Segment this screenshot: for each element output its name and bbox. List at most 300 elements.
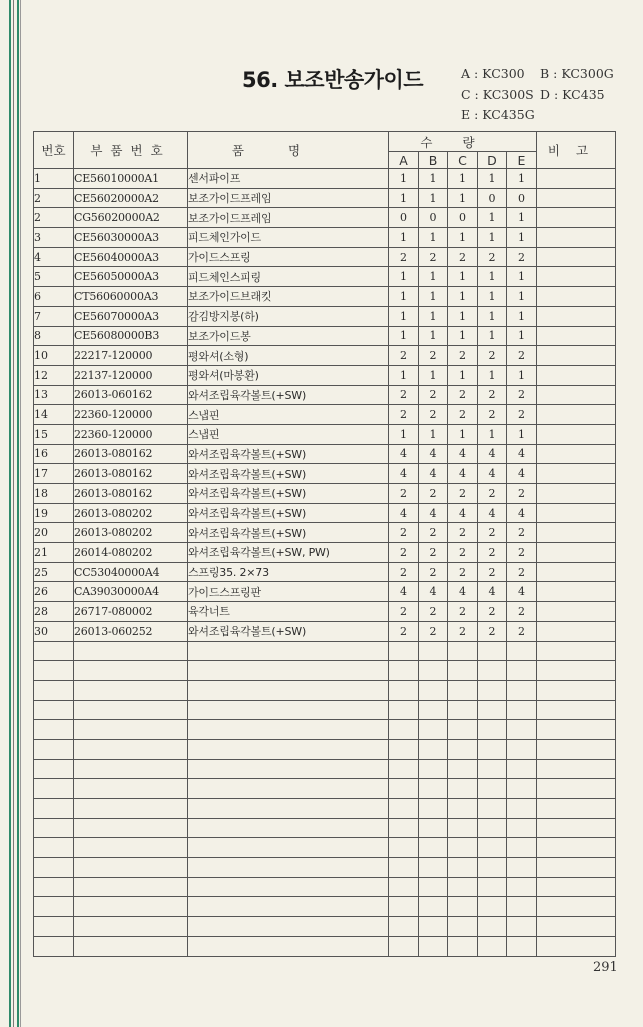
row-number: 17 (34, 464, 74, 484)
empty-cell (448, 739, 478, 759)
row-number: 2 (34, 208, 74, 228)
quantity-cell: 2 (448, 621, 478, 641)
remark-cell (537, 484, 616, 504)
part-name: 평와셔(소형) (188, 346, 389, 366)
part-name: 와셔조립육각볼트(+SW) (188, 385, 389, 405)
quantity-cell: 4 (419, 464, 448, 484)
empty-cell (419, 720, 448, 740)
empty-cell (74, 799, 188, 819)
empty-cell (448, 858, 478, 878)
empty-cell (74, 680, 188, 700)
remark-cell (537, 562, 616, 582)
part-number: 26013-080162 (74, 484, 188, 504)
model-label: E : KC435G (461, 107, 535, 122)
empty-cell (419, 917, 448, 937)
part-number: 26013-080202 (74, 523, 188, 543)
empty-cell (507, 838, 537, 858)
empty-cell (448, 779, 478, 799)
empty-cell (507, 858, 537, 878)
table-row (34, 621, 616, 641)
remark-cell (537, 228, 616, 248)
empty-cell (389, 641, 419, 661)
part-name: 보조가이드프레임 (188, 188, 389, 208)
empty-cell (34, 799, 74, 819)
empty-row (34, 897, 616, 917)
empty-row (34, 779, 616, 799)
remark-cell (537, 247, 616, 267)
quantity-cell: 1 (389, 424, 419, 444)
empty-cell (419, 838, 448, 858)
quantity-cell: 2 (419, 247, 448, 267)
quantity-cell: 4 (448, 464, 478, 484)
remark-cell (537, 208, 616, 228)
part-number: 22217-120000 (74, 346, 188, 366)
empty-cell (507, 759, 537, 779)
part-number: 22137-120000 (74, 365, 188, 385)
remark-cell (537, 621, 616, 641)
empty-cell (507, 877, 537, 897)
quantity-cell: 2 (478, 602, 507, 622)
quantity-cell: 1 (419, 228, 448, 248)
quantity-cell: 4 (389, 444, 419, 464)
empty-row (34, 700, 616, 720)
row-number: 4 (34, 247, 74, 267)
quantity-cell: 0 (507, 188, 537, 208)
header-qty-b: B (419, 152, 448, 169)
table-row (34, 188, 616, 208)
part-number: 26013-060162 (74, 385, 188, 405)
quantity-cell: 1 (419, 188, 448, 208)
part-name: 가이드스프링판 (188, 582, 389, 602)
empty-cell (188, 858, 389, 878)
remark-cell (537, 267, 616, 287)
quantity-cell: 2 (478, 621, 507, 641)
quantity-cell: 4 (478, 464, 507, 484)
quantity-cell: 2 (389, 562, 419, 582)
empty-cell (188, 897, 389, 917)
part-name: 보조가이드봉 (188, 326, 389, 346)
empty-cell (537, 759, 616, 779)
empty-cell (34, 877, 74, 897)
quantity-cell: 2 (507, 247, 537, 267)
table-row (34, 228, 616, 248)
remark-cell (537, 385, 616, 405)
page-number: 291 (593, 960, 618, 975)
empty-cell (389, 799, 419, 819)
part-name: 육각너트 (188, 602, 389, 622)
empty-cell (419, 818, 448, 838)
quantity-cell: 4 (507, 582, 537, 602)
empty-cell (537, 700, 616, 720)
row-number: 6 (34, 287, 74, 307)
part-number: 26013-080162 (74, 444, 188, 464)
header-quantity: 수량 (389, 132, 537, 152)
binding-line-gray (13, 0, 14, 1027)
row-number: 13 (34, 385, 74, 405)
part-name: 감김방지봉(하) (188, 306, 389, 326)
part-number: CE56020000A2 (74, 188, 188, 208)
empty-cell (537, 897, 616, 917)
part-number: CE56040000A3 (74, 247, 188, 267)
part-number: 22360-120000 (74, 405, 188, 425)
quantity-cell: 1 (448, 267, 478, 287)
quantity-cell: 1 (389, 365, 419, 385)
empty-cell (419, 936, 448, 956)
model-label: A : KC300 (461, 66, 525, 81)
quantity-cell: 1 (419, 306, 448, 326)
row-number: 3 (34, 228, 74, 248)
quantity-cell: 2 (448, 385, 478, 405)
empty-row (34, 838, 616, 858)
empty-cell (478, 739, 507, 759)
table-row (34, 208, 616, 228)
empty-cell (448, 838, 478, 858)
quantity-cell: 1 (419, 287, 448, 307)
table-row (34, 346, 616, 366)
empty-cell (389, 661, 419, 681)
model-legend (461, 64, 641, 124)
empty-cell (507, 897, 537, 917)
part-number: CE56010000A1 (74, 169, 188, 189)
empty-cell (448, 936, 478, 956)
quantity-cell: 1 (448, 306, 478, 326)
part-number: 26014-080202 (74, 543, 188, 563)
quantity-cell: 2 (507, 484, 537, 504)
empty-row (34, 877, 616, 897)
part-number: 26717-080002 (74, 602, 188, 622)
quantity-cell: 2 (419, 543, 448, 563)
part-name: 피드체인가이드 (188, 228, 389, 248)
empty-cell (188, 641, 389, 661)
empty-cell (448, 799, 478, 819)
empty-cell (34, 700, 74, 720)
row-number: 21 (34, 543, 74, 563)
empty-cell (478, 759, 507, 779)
quantity-cell: 4 (478, 503, 507, 523)
empty-cell (537, 877, 616, 897)
empty-cell (74, 779, 188, 799)
quantity-cell: 2 (389, 346, 419, 366)
parts-table (33, 131, 616, 957)
quantity-cell: 2 (448, 602, 478, 622)
empty-cell (34, 661, 74, 681)
table-row (34, 267, 616, 287)
table-row (34, 602, 616, 622)
empty-cell (188, 661, 389, 681)
empty-cell (74, 759, 188, 779)
part-number: CA39030000A4 (74, 582, 188, 602)
part-number: CE56080000B3 (74, 326, 188, 346)
empty-cell (34, 779, 74, 799)
table-row (34, 169, 616, 189)
row-number: 18 (34, 484, 74, 504)
model-label: B : KC300G (540, 66, 614, 81)
quantity-cell: 0 (478, 188, 507, 208)
empty-cell (389, 877, 419, 897)
quantity-cell: 1 (507, 287, 537, 307)
empty-row (34, 739, 616, 759)
empty-cell (507, 739, 537, 759)
quantity-cell: 4 (448, 503, 478, 523)
quantity-cell: 1 (389, 267, 419, 287)
header-remark: 비고 (537, 132, 616, 169)
quantity-cell: 4 (507, 503, 537, 523)
binding-line-green (9, 0, 11, 1027)
remark-cell (537, 188, 616, 208)
row-number: 25 (34, 562, 74, 582)
quantity-cell: 0 (448, 208, 478, 228)
empty-cell (478, 838, 507, 858)
empty-cell (507, 917, 537, 937)
empty-cell (74, 818, 188, 838)
empty-cell (74, 917, 188, 937)
empty-cell (389, 818, 419, 838)
header-qty-a: A (389, 152, 419, 169)
remark-cell (537, 346, 616, 366)
header-part-number: 부품번호 (74, 132, 188, 169)
empty-cell (389, 897, 419, 917)
row-number: 14 (34, 405, 74, 425)
empty-cell (507, 720, 537, 740)
quantity-cell: 1 (478, 287, 507, 307)
quantity-cell: 1 (419, 267, 448, 287)
part-name: 스냅핀 (188, 424, 389, 444)
part-name: 와셔조립육각볼트(+SW, PW) (188, 543, 389, 563)
empty-cell (74, 739, 188, 759)
empty-cell (34, 936, 74, 956)
part-name: 와셔조립육각볼트(+SW) (188, 503, 389, 523)
part-number: CC53040000A4 (74, 562, 188, 582)
table-row (34, 287, 616, 307)
part-number: CG56020000A2 (74, 208, 188, 228)
empty-cell (34, 759, 74, 779)
quantity-cell: 2 (507, 602, 537, 622)
empty-cell (419, 739, 448, 759)
quantity-cell: 1 (478, 228, 507, 248)
quantity-cell: 1 (478, 424, 507, 444)
empty-cell (478, 917, 507, 937)
empty-cell (188, 759, 389, 779)
binding-line-gray (20, 0, 21, 1027)
empty-cell (74, 720, 188, 740)
part-name: 와셔조립육각볼트(+SW) (188, 484, 389, 504)
empty-cell (478, 858, 507, 878)
empty-cell (419, 641, 448, 661)
empty-cell (419, 680, 448, 700)
quantity-cell: 1 (478, 208, 507, 228)
quantity-cell: 0 (389, 208, 419, 228)
quantity-cell: 1 (507, 228, 537, 248)
empty-cell (188, 680, 389, 700)
empty-cell (389, 936, 419, 956)
remark-cell (537, 365, 616, 385)
quantity-cell: 2 (478, 346, 507, 366)
empty-cell (34, 838, 74, 858)
quantity-cell: 1 (448, 169, 478, 189)
quantity-cell: 2 (419, 405, 448, 425)
quantity-cell: 1 (389, 306, 419, 326)
quantity-cell: 1 (448, 228, 478, 248)
row-number: 1 (34, 169, 74, 189)
empty-cell (74, 700, 188, 720)
empty-cell (537, 838, 616, 858)
empty-cell (389, 739, 419, 759)
quantity-cell: 2 (507, 523, 537, 543)
table-row (34, 247, 616, 267)
quantity-cell: 2 (419, 523, 448, 543)
quantity-cell: 1 (507, 267, 537, 287)
empty-cell (478, 936, 507, 956)
quantity-cell: 2 (448, 346, 478, 366)
quantity-cell: 1 (419, 326, 448, 346)
row-number: 26 (34, 582, 74, 602)
empty-cell (34, 897, 74, 917)
table-row (34, 503, 616, 523)
quantity-cell: 1 (507, 326, 537, 346)
empty-cell (34, 917, 74, 937)
empty-cell (448, 661, 478, 681)
empty-cell (188, 739, 389, 759)
quantity-cell: 2 (389, 247, 419, 267)
table-row (34, 543, 616, 563)
quantity-cell: 2 (478, 562, 507, 582)
empty-cell (478, 877, 507, 897)
remark-cell (537, 543, 616, 563)
remark-cell (537, 582, 616, 602)
empty-row (34, 917, 616, 937)
empty-cell (389, 858, 419, 878)
quantity-cell: 1 (507, 365, 537, 385)
quantity-cell: 1 (448, 188, 478, 208)
quantity-cell: 1 (389, 287, 419, 307)
quantity-cell: 2 (478, 523, 507, 543)
empty-cell (74, 661, 188, 681)
row-number: 12 (34, 365, 74, 385)
part-name: 스프링35. 2×73 (188, 562, 389, 582)
empty-cell (537, 661, 616, 681)
remark-cell (537, 503, 616, 523)
quantity-cell: 2 (478, 484, 507, 504)
quantity-cell: 2 (419, 621, 448, 641)
quantity-cell: 2 (478, 405, 507, 425)
table-row (34, 424, 616, 444)
part-number: 26013-080162 (74, 464, 188, 484)
row-number: 20 (34, 523, 74, 543)
empty-cell (389, 720, 419, 740)
header-qty-d: D (478, 152, 507, 169)
quantity-cell: 4 (448, 582, 478, 602)
empty-cell (448, 917, 478, 937)
part-number: CE56050000A3 (74, 267, 188, 287)
row-number: 10 (34, 346, 74, 366)
part-name: 가이드스프링 (188, 247, 389, 267)
quantity-cell: 1 (478, 267, 507, 287)
empty-cell (537, 680, 616, 700)
empty-cell (507, 818, 537, 838)
part-name: 보조가이드브래킷 (188, 287, 389, 307)
table-row (34, 306, 616, 326)
part-name: 피드체인스피링 (188, 267, 389, 287)
empty-cell (188, 779, 389, 799)
quantity-cell: 1 (478, 169, 507, 189)
empty-cell (448, 818, 478, 838)
empty-cell (448, 877, 478, 897)
empty-cell (419, 661, 448, 681)
empty-cell (507, 680, 537, 700)
quantity-cell: 2 (419, 346, 448, 366)
quantity-cell: 1 (478, 326, 507, 346)
empty-cell (389, 779, 419, 799)
part-number: 26013-060252 (74, 621, 188, 641)
empty-cell (507, 779, 537, 799)
part-number: CT56060000A3 (74, 287, 188, 307)
empty-cell (419, 759, 448, 779)
empty-cell (448, 680, 478, 700)
remark-cell (537, 405, 616, 425)
quantity-cell: 2 (448, 543, 478, 563)
header-qty-e: E (507, 152, 537, 169)
empty-row (34, 661, 616, 681)
quantity-cell: 1 (507, 208, 537, 228)
empty-row (34, 858, 616, 878)
empty-cell (448, 700, 478, 720)
empty-cell (537, 720, 616, 740)
quantity-cell: 2 (389, 405, 419, 425)
empty-cell (74, 936, 188, 956)
remark-cell (537, 424, 616, 444)
quantity-cell: 4 (507, 464, 537, 484)
row-number: 19 (34, 503, 74, 523)
empty-cell (478, 720, 507, 740)
quantity-cell: 2 (389, 602, 419, 622)
empty-cell (419, 779, 448, 799)
empty-cell (507, 661, 537, 681)
part-name: 와셔조립육각볼트(+SW) (188, 523, 389, 543)
empty-cell (448, 720, 478, 740)
quantity-cell: 2 (419, 484, 448, 504)
quantity-cell: 2 (507, 346, 537, 366)
quantity-cell: 1 (448, 424, 478, 444)
empty-cell (537, 917, 616, 937)
table-row (34, 444, 616, 464)
quantity-cell: 2 (419, 562, 448, 582)
empty-cell (419, 858, 448, 878)
quantity-cell: 4 (478, 444, 507, 464)
quantity-cell: 1 (507, 424, 537, 444)
header-qty-c: C (448, 152, 478, 169)
row-number: 30 (34, 621, 74, 641)
quantity-cell: 2 (507, 385, 537, 405)
empty-row (34, 680, 616, 700)
empty-row (34, 936, 616, 956)
quantity-cell: 1 (389, 228, 419, 248)
quantity-cell: 2 (507, 543, 537, 563)
empty-cell (419, 877, 448, 897)
empty-cell (478, 661, 507, 681)
quantity-cell: 4 (478, 582, 507, 602)
quantity-cell: 2 (448, 247, 478, 267)
part-name: 와셔조립육각볼트(+SW) (188, 621, 389, 641)
empty-cell (34, 739, 74, 759)
quantity-cell: 1 (389, 326, 419, 346)
empty-row (34, 720, 616, 740)
quantity-cell: 2 (448, 484, 478, 504)
empty-row (34, 799, 616, 819)
quantity-cell: 2 (478, 247, 507, 267)
empty-cell (389, 838, 419, 858)
quantity-cell: 2 (507, 621, 537, 641)
empty-cell (448, 897, 478, 917)
